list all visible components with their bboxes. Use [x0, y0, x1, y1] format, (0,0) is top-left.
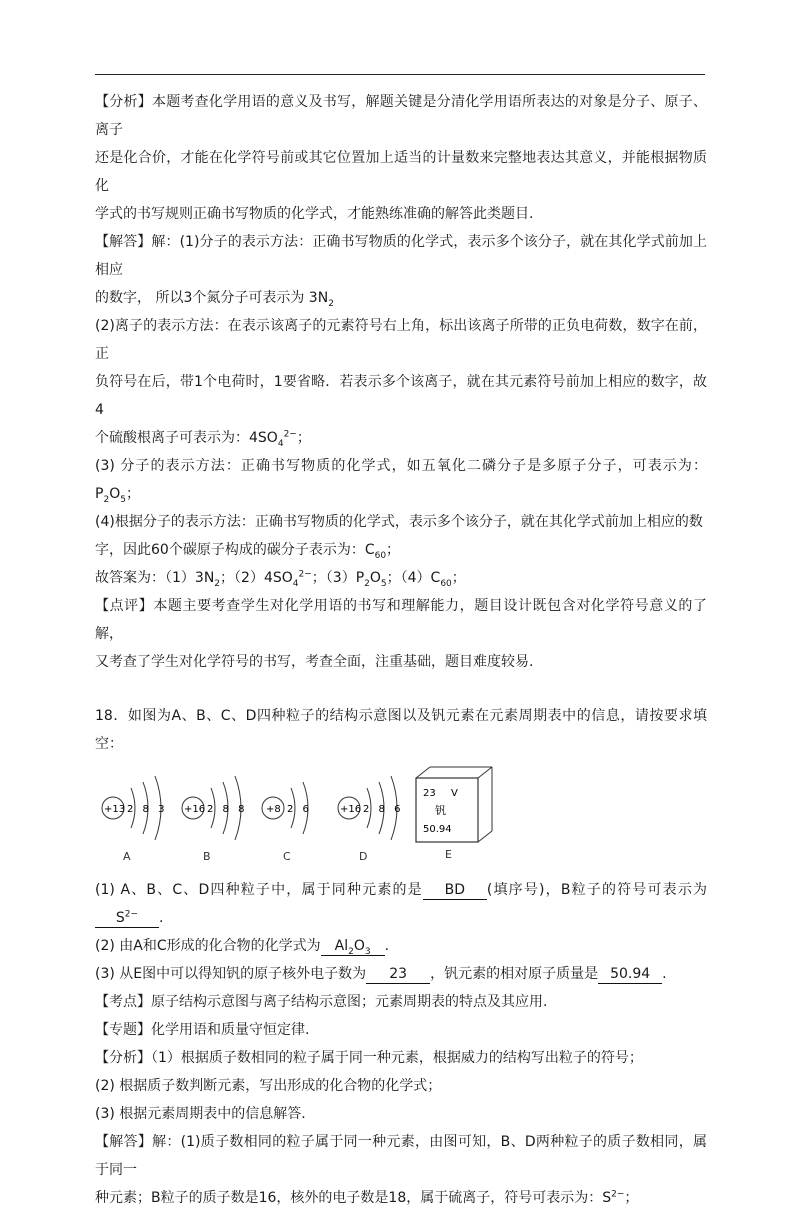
q18-fenxi-1: 【分析】（1）根据质子数相同的粒子属于同一种元素，根据威力的结构写出粒子的符号； [95, 1050, 643, 1066]
answer-line-2: 的数字， 所以3个氮分子可表示为 $3N_2$ [95, 290, 334, 309]
atom-d-shells: 2 8 6 [363, 804, 404, 815]
q18-part-1: (1) A、B、C、D四种粒子中，属于同种元素的是 BD (填序号)，B粒子的符号可表示为$S^{2-}$ . [95, 882, 707, 926]
atom-d-nucleus: +16 [340, 804, 362, 815]
answer-blank-mass: 50.94 [598, 965, 662, 984]
question-18-title: 18．如图为A、B、C、D四种粒子的结构示意图以及钒元素在元素周期表中的信息，请按要求填空： [95, 708, 707, 752]
atom-diagram-a [97, 768, 189, 868]
atom-a-nucleus: +13 [104, 804, 126, 815]
answer-blank-b-symbol: $S^{2-}$ [95, 909, 159, 928]
vanadium-name: 钒 [435, 804, 446, 817]
answer-blank-compound: $Al_2O_3$ [321, 937, 385, 956]
q18-jieda-2: 种元素；B粒子的质子数是16，核外的电子数是18，属于硫离子，符号可表示为：$S^{2-}$； [95, 1189, 639, 1206]
header-rule [95, 74, 705, 75]
document-body [95, 88, 707, 1212]
analysis-line-2: 还是化合价，才能在化学符号前或其它位置加上适当的计量数来完整地表达其意义，并能根据物质化 [95, 150, 707, 194]
answer-section [95, 228, 707, 592]
answer-line-3: (2)离子的表示方法：在表示该离子的元素符号右上角，标出该离子所带的正负电荷数，数字在前，正 [95, 318, 707, 362]
atom-c-label: C [283, 850, 291, 863]
answer-blank-electrons: 23 [366, 965, 430, 984]
question-18 [95, 702, 707, 1212]
q18-fenxi-2: (2) 根据质子数判断元素，写出形成的化合物的化学式； [95, 1078, 442, 1094]
element-box-e [413, 764, 503, 864]
review-section [95, 592, 707, 676]
vanadium-number: 23 [423, 788, 436, 799]
q18-zhuanti: 【专题】化学用语和质量守恒定律. [95, 1022, 310, 1038]
review-line-2: 又考查了学生对化学符号的书写，考查全面，注重基础，题目难度较易. [95, 654, 534, 670]
vanadium-mass: 50.94 [423, 824, 452, 835]
q18-jieda-1: 【解答】解：(1)质子数相同的粒子属于同一种元素，由图可知，B、D两种粒子的质子数相同，属于同一 [95, 1134, 707, 1178]
atom-b-rings [177, 768, 269, 848]
atom-diagram-b [177, 768, 269, 868]
atom-d-label: D [359, 850, 368, 863]
atom-b-shells: 2 8 8 [207, 804, 248, 815]
q18-part-2: (2) 由A和C形成的化合物的化学式为 $Al_2O_3$ . [95, 938, 390, 957]
element-box-label: E [445, 848, 452, 861]
atom-c-nucleus: +8 [266, 804, 281, 815]
review-line-1: 【点评】本题主要考查学生对化学用语的书写和理解能力，题目设计既包含对化学符号意义的了解， [95, 598, 707, 642]
answer-blank-same-element: BD [423, 881, 487, 900]
answer-line-1: 【解答】解：(1)分子的表示方法：正确书写物质的化学式，表示多个该分子，就在其化学式前加上相应 [95, 234, 707, 278]
particle-figure [95, 764, 707, 874]
vanadium-symbol: V [451, 788, 458, 799]
final-answer-line: 故答案为：$(1)3N_2$；$(2)4SO_4^{2-}$；$(3)P_2O_5$；$(4)C_{60}$； [95, 569, 466, 589]
answer-line-8: 字，因此60个碳原子构成的碳分子表示为：$C_{60}$； [95, 542, 401, 561]
answer-line-5: 个硫酸根离子可表示为：$4SO_4^{2-}$； [95, 429, 311, 449]
q18-kaodian: 【考点】原子结构示意图与离子结构示意图；元素周期表的特点及其应用. [95, 994, 548, 1010]
atom-b-label: B [203, 850, 211, 863]
atom-diagram-d [333, 768, 425, 868]
atom-d-rings [333, 768, 425, 848]
answer-line-4: 负符号在后，带1个电荷时，1要省略．若表示多个该离子，就在其元素符号前加上相应的数字，故4 [95, 374, 707, 418]
q18-fenxi-3: (3) 根据元素周期表中的信息解答. [95, 1106, 306, 1122]
answer-line-7: (4)根据分子的表示方法：正确书写物质的化学式，表示多个该分子，就在其化学式前加上相应的数 [95, 514, 703, 530]
atom-c-shells: 2 6 [287, 804, 312, 815]
analysis-line-1: 【分析】本题考查化学用语的意义及书写，解题关键是分清化学用语所表达的对象是分子、原子、离子 [95, 94, 707, 138]
analysis-line-3: 学式的书写规则正确书写物质的化学式，才能熟练准确的解答此类题目. [95, 206, 534, 222]
atom-a-rings [97, 768, 189, 848]
vanadium-cell [413, 764, 503, 864]
analysis-section [95, 88, 707, 228]
answer-line-6: (3) 分子的表示方法：正确书写物质的化学式，如五氧化二磷分子是多原子分子，可表示为：$P_2O_5$； [95, 458, 707, 505]
atom-a-label: A [123, 850, 131, 863]
atom-b-nucleus: +16 [184, 804, 206, 815]
atom-a-shells: 2 8 3 [127, 804, 168, 815]
q18-part-3: (3) 从E图中可以得知钒的原子核外电子数为 23 ，钒元素的相对原子质量是 50.94 . [95, 966, 667, 982]
